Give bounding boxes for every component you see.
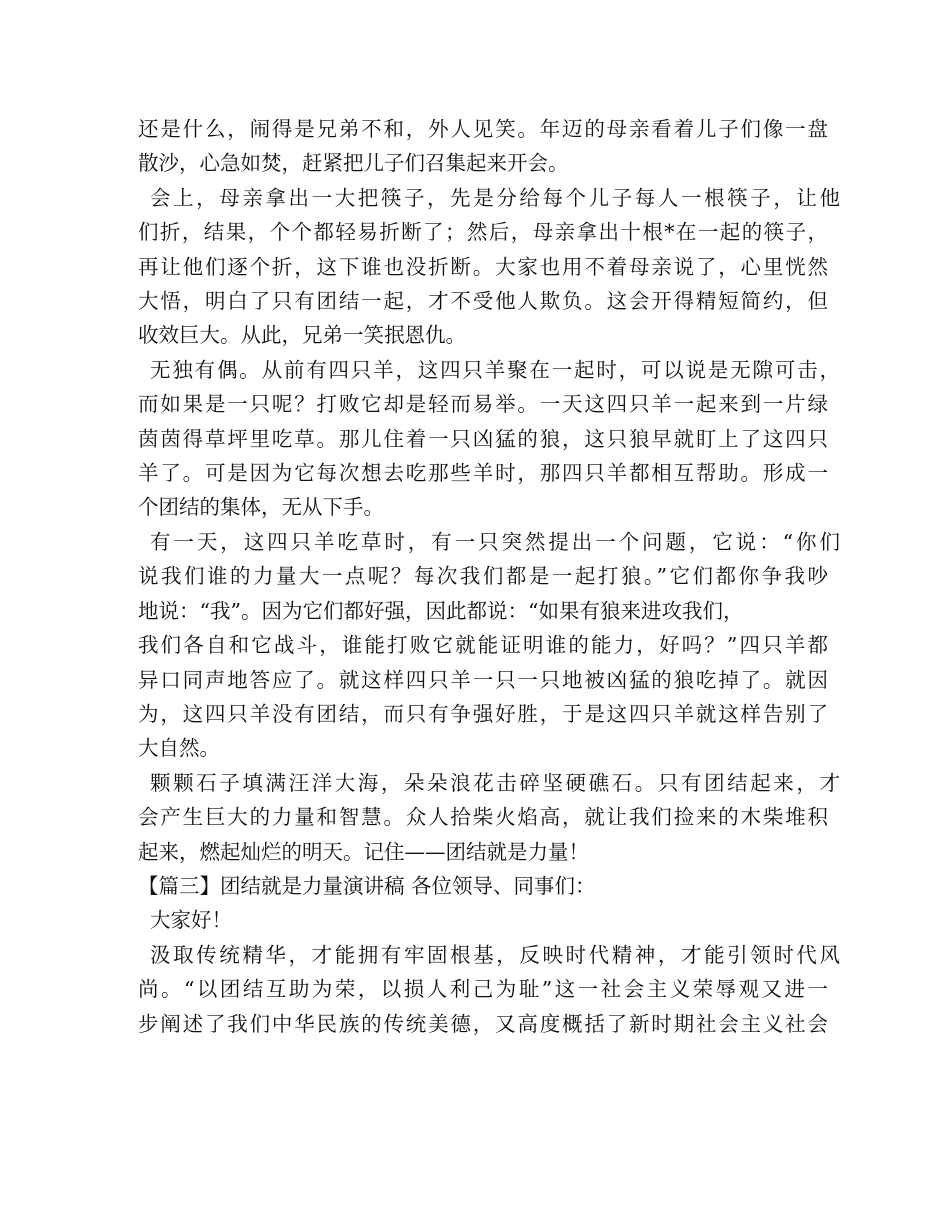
text-line: 尚。“以团结互助为荣，以损人利己为耻”这一社会主义荣辱观又进一: [138, 977, 828, 1002]
text-line: 会上，母亲拿出一大把筷子，先是分给每个儿子每人一根筷子，让他: [150, 185, 840, 210]
text-line: 大悟，明白了只有团结一起，才不受他人欺负。这会开得精短简约，但: [138, 289, 828, 314]
text-line: 为，这四只羊没有团结，而只有争强好胜，于是这四只羊就这样告别了: [138, 701, 828, 726]
text-line: 还是什么，闹得是兄弟不和，外人见笑。年迈的母亲看着儿子们像一盘: [138, 117, 828, 141]
section-heading: 【篇三】团结就是力量演讲稿 各位领导、同事们：: [138, 873, 596, 898]
text-line: 汲取传统精华，才能拥有牢固根基，反映时代精神，才能引领时代风: [150, 942, 840, 967]
text-line: 会产生巨大的力量和智慧。众人拾柴火焰高，就让我们捡来的木柴堆积: [138, 805, 828, 830]
text-line: 散沙，心急如焚，赶紧把儿子们召集起来开会。: [138, 151, 569, 176]
text-line: 颗颗石子填满汪洋大海，朵朵浪花击碎坚硬礁石。只有团结起来，才: [150, 770, 840, 795]
text-line: 起来，燃起灿烂的明天。记住——团结就是力量！: [138, 839, 589, 864]
text-line: 羊了。可是因为它每次想去吃那些羊时，那四只羊都相互帮助。形成一: [138, 461, 828, 486]
document-page: [138, 112, 840, 1041]
text-line: 收效巨大。从此，兄弟一笑抿恩仇。: [138, 323, 466, 348]
greeting-line: 大家好！: [150, 908, 232, 933]
text-line: 步阐述了我们中华民族的传统美德，又高度概括了新时期社会主义社会: [138, 1011, 828, 1036]
text-line: 再让他们逐个折，这下谁也没折断。大家也用不着母亲说了，心里恍然: [138, 254, 828, 279]
text-line: 异口同声地答应了。就这样四只羊一只一只地被凶猛的狼吃掉了。就因: [138, 667, 828, 692]
text-line: 而如果是一只呢？打败它却是轻而易举。一天这四只羊一起来到一片绿: [138, 392, 828, 417]
text-line: 有一天，这四只羊吃草时，有一只突然提出一个问题，它说：“你们: [150, 529, 840, 554]
text-line: 无独有偶。从前有四只羊，这四只羊聚在一起时，可以说是无隙可击，: [150, 357, 840, 382]
text-line: 说我们谁的力量大一点呢？每次我们都是一起打狼。”它们都你争我吵: [138, 564, 828, 589]
text-line: 我们各自和它战斗，谁能打败它就能证明谁的能力，好吗？”四只羊都: [138, 633, 828, 658]
text-line: 们折，结果，个个都轻易折断了；然后，母亲拿出十根*在一起的筷子，: [138, 220, 828, 245]
text-line: 大自然。: [138, 736, 220, 761]
text-line: 地说：“我”。因为它们都好强，因此都说：“如果有狼来进攻我们，: [138, 598, 744, 623]
text-line: 个团结的集体，无从下手。: [138, 495, 384, 520]
text-line: 茵茵得草坪里吃草。那儿住着一只凶猛的狼，这只狼早就盯上了这四只: [138, 426, 828, 451]
